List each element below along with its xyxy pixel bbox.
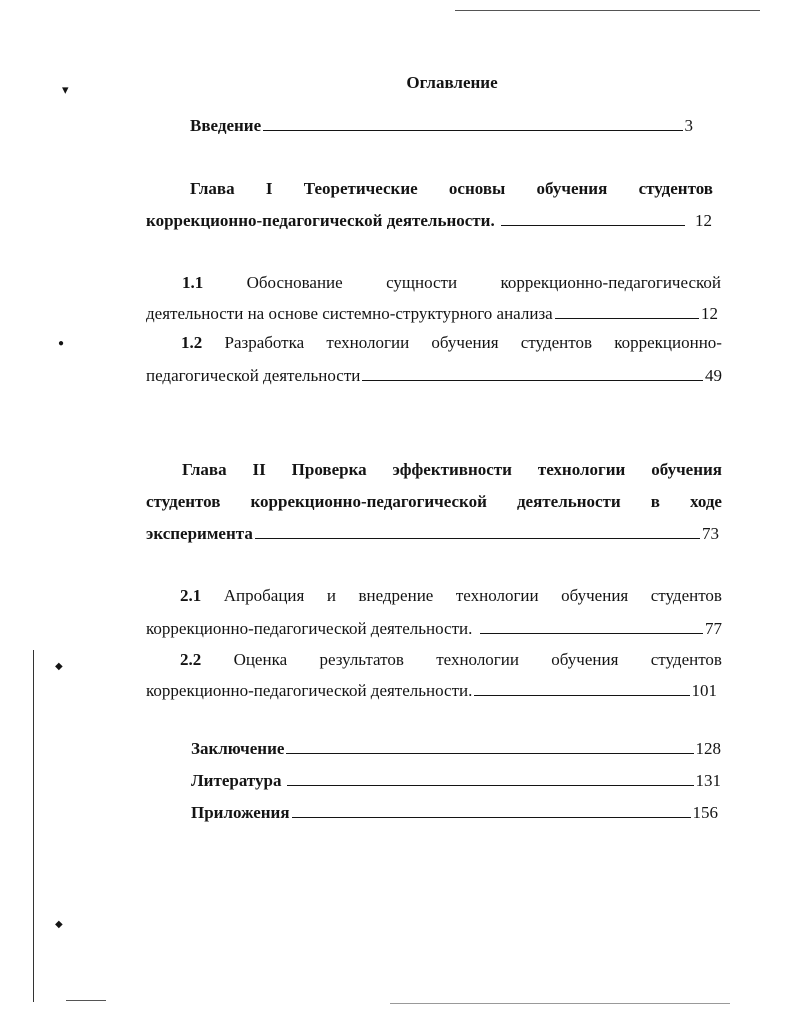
leader-line <box>474 675 689 696</box>
word: Разработка <box>224 333 305 352</box>
toc-page-number: 128 <box>695 739 721 758</box>
scan-dot-mark: ◆ <box>55 919 63 930</box>
toc-page-number: 12 <box>695 211 712 230</box>
word: эффективности <box>392 460 512 479</box>
toc-title: Оглавление <box>406 73 498 92</box>
word: основы <box>448 179 506 198</box>
word: Оценка <box>233 650 288 669</box>
section-1-1-line2[interactable] <box>146 298 718 328</box>
word: Апробация <box>223 586 305 605</box>
toc-page-number: 73 <box>702 524 719 543</box>
toc-entry-appendix[interactable] <box>191 797 718 827</box>
word: сущности <box>386 273 458 292</box>
toc-entry-intro[interactable] <box>190 110 693 140</box>
word: деятельности <box>516 492 621 511</box>
toc-page-number: 12 <box>701 304 718 323</box>
toc-entry-label: Введение <box>190 116 262 135</box>
toc-entry-label: Литература <box>191 771 282 790</box>
leader-line <box>362 360 703 381</box>
word: студентов <box>520 333 592 352</box>
toc-page-number: 77 <box>705 619 722 638</box>
scan-dot-mark: ● <box>58 338 65 349</box>
chapter2-line1[interactable] <box>182 455 722 485</box>
leader-line <box>286 733 693 754</box>
word: Глава <box>190 179 235 198</box>
word: внедрение <box>358 586 434 605</box>
toc-entry-conclusion[interactable] <box>191 733 721 763</box>
word: результатов <box>319 650 404 669</box>
scan-line-top <box>455 10 760 11</box>
toc-page-number: 156 <box>692 803 718 822</box>
word: Проверка <box>291 460 367 479</box>
toc-entry-label: коррекционно-педагогической деятельности. <box>146 619 473 638</box>
section-number: 1.1 <box>182 273 204 292</box>
leader-line <box>263 110 682 131</box>
word: ходе <box>689 492 722 511</box>
section-2-2-line1[interactable] <box>180 645 722 675</box>
section-2-1-line2[interactable] <box>146 613 722 643</box>
toc-entry-label: Заключение <box>191 739 285 758</box>
leader-line <box>287 765 693 786</box>
word: обучения <box>561 586 629 605</box>
scan-line-left <box>33 650 34 1002</box>
section-number: 2.2 <box>180 650 202 669</box>
toc-page-number: 131 <box>695 771 721 790</box>
leader-line <box>501 205 685 226</box>
word: студентов <box>146 492 221 511</box>
word: студентов <box>638 179 713 198</box>
word: технологии <box>537 460 626 479</box>
section-2-1-line1[interactable] <box>180 581 722 611</box>
word: Теоретические <box>303 179 418 198</box>
scan-dot-mark: ◆ <box>55 661 63 672</box>
section-number: 1.2 <box>181 333 203 352</box>
chapter1-line2[interactable] <box>146 205 712 235</box>
word: Глава <box>182 460 227 479</box>
toc-entry-label: коррекционно-педагогической деятельности. <box>146 681 473 700</box>
leader-line <box>255 518 700 539</box>
word: коррекционно- <box>614 333 722 352</box>
leader-line <box>292 797 691 818</box>
word: и <box>326 586 336 605</box>
toc-page-number: 3 <box>684 116 693 135</box>
chapter2-line2[interactable] <box>146 487 722 517</box>
word: I <box>265 179 273 198</box>
toc-entry-label: Приложения <box>191 803 290 822</box>
word: коррекционно-педагогической <box>500 273 721 292</box>
word: студентов <box>650 586 722 605</box>
word: технологии <box>455 586 539 605</box>
word: II <box>252 460 266 479</box>
word: в <box>650 492 660 511</box>
section-number: 2.1 <box>180 586 202 605</box>
leader-line <box>480 613 703 634</box>
scan-dot-mark: ▾ <box>62 82 69 97</box>
word: студентов <box>650 650 722 669</box>
word: обучения <box>431 333 499 352</box>
word: обучения <box>551 650 619 669</box>
section-2-2-line2[interactable] <box>146 675 717 705</box>
scan-line-bottom-left <box>66 1000 106 1001</box>
toc-entry-literature[interactable] <box>191 765 721 795</box>
chapter1-line1[interactable] <box>190 174 713 204</box>
word: Обоснование <box>246 273 343 292</box>
section-1-2-line2[interactable] <box>146 360 722 390</box>
word: обучения <box>651 460 722 479</box>
toc-page-number: 49 <box>705 366 722 385</box>
word: технологии <box>326 333 410 352</box>
scan-line-bottom-right <box>390 1003 730 1004</box>
section-1-1-line1[interactable] <box>182 268 721 298</box>
word: технологии <box>436 650 519 669</box>
chapter2-line3[interactable] <box>146 518 719 548</box>
word: обучения <box>536 179 608 198</box>
section-1-2-line1[interactable] <box>181 328 722 358</box>
leader-line <box>555 298 699 319</box>
toc-page-number: 101 <box>691 681 717 700</box>
toc-entry-label: педагогической деятельности <box>146 366 361 385</box>
toc-entry-label: коррекционно-педагогической деятельности. <box>146 211 495 230</box>
word: коррекционно-педагогической <box>250 492 487 511</box>
toc-entry-label: эксперимента <box>146 524 253 543</box>
toc-entry-label: деятельности на основе системно-структурного анализа <box>146 304 553 323</box>
